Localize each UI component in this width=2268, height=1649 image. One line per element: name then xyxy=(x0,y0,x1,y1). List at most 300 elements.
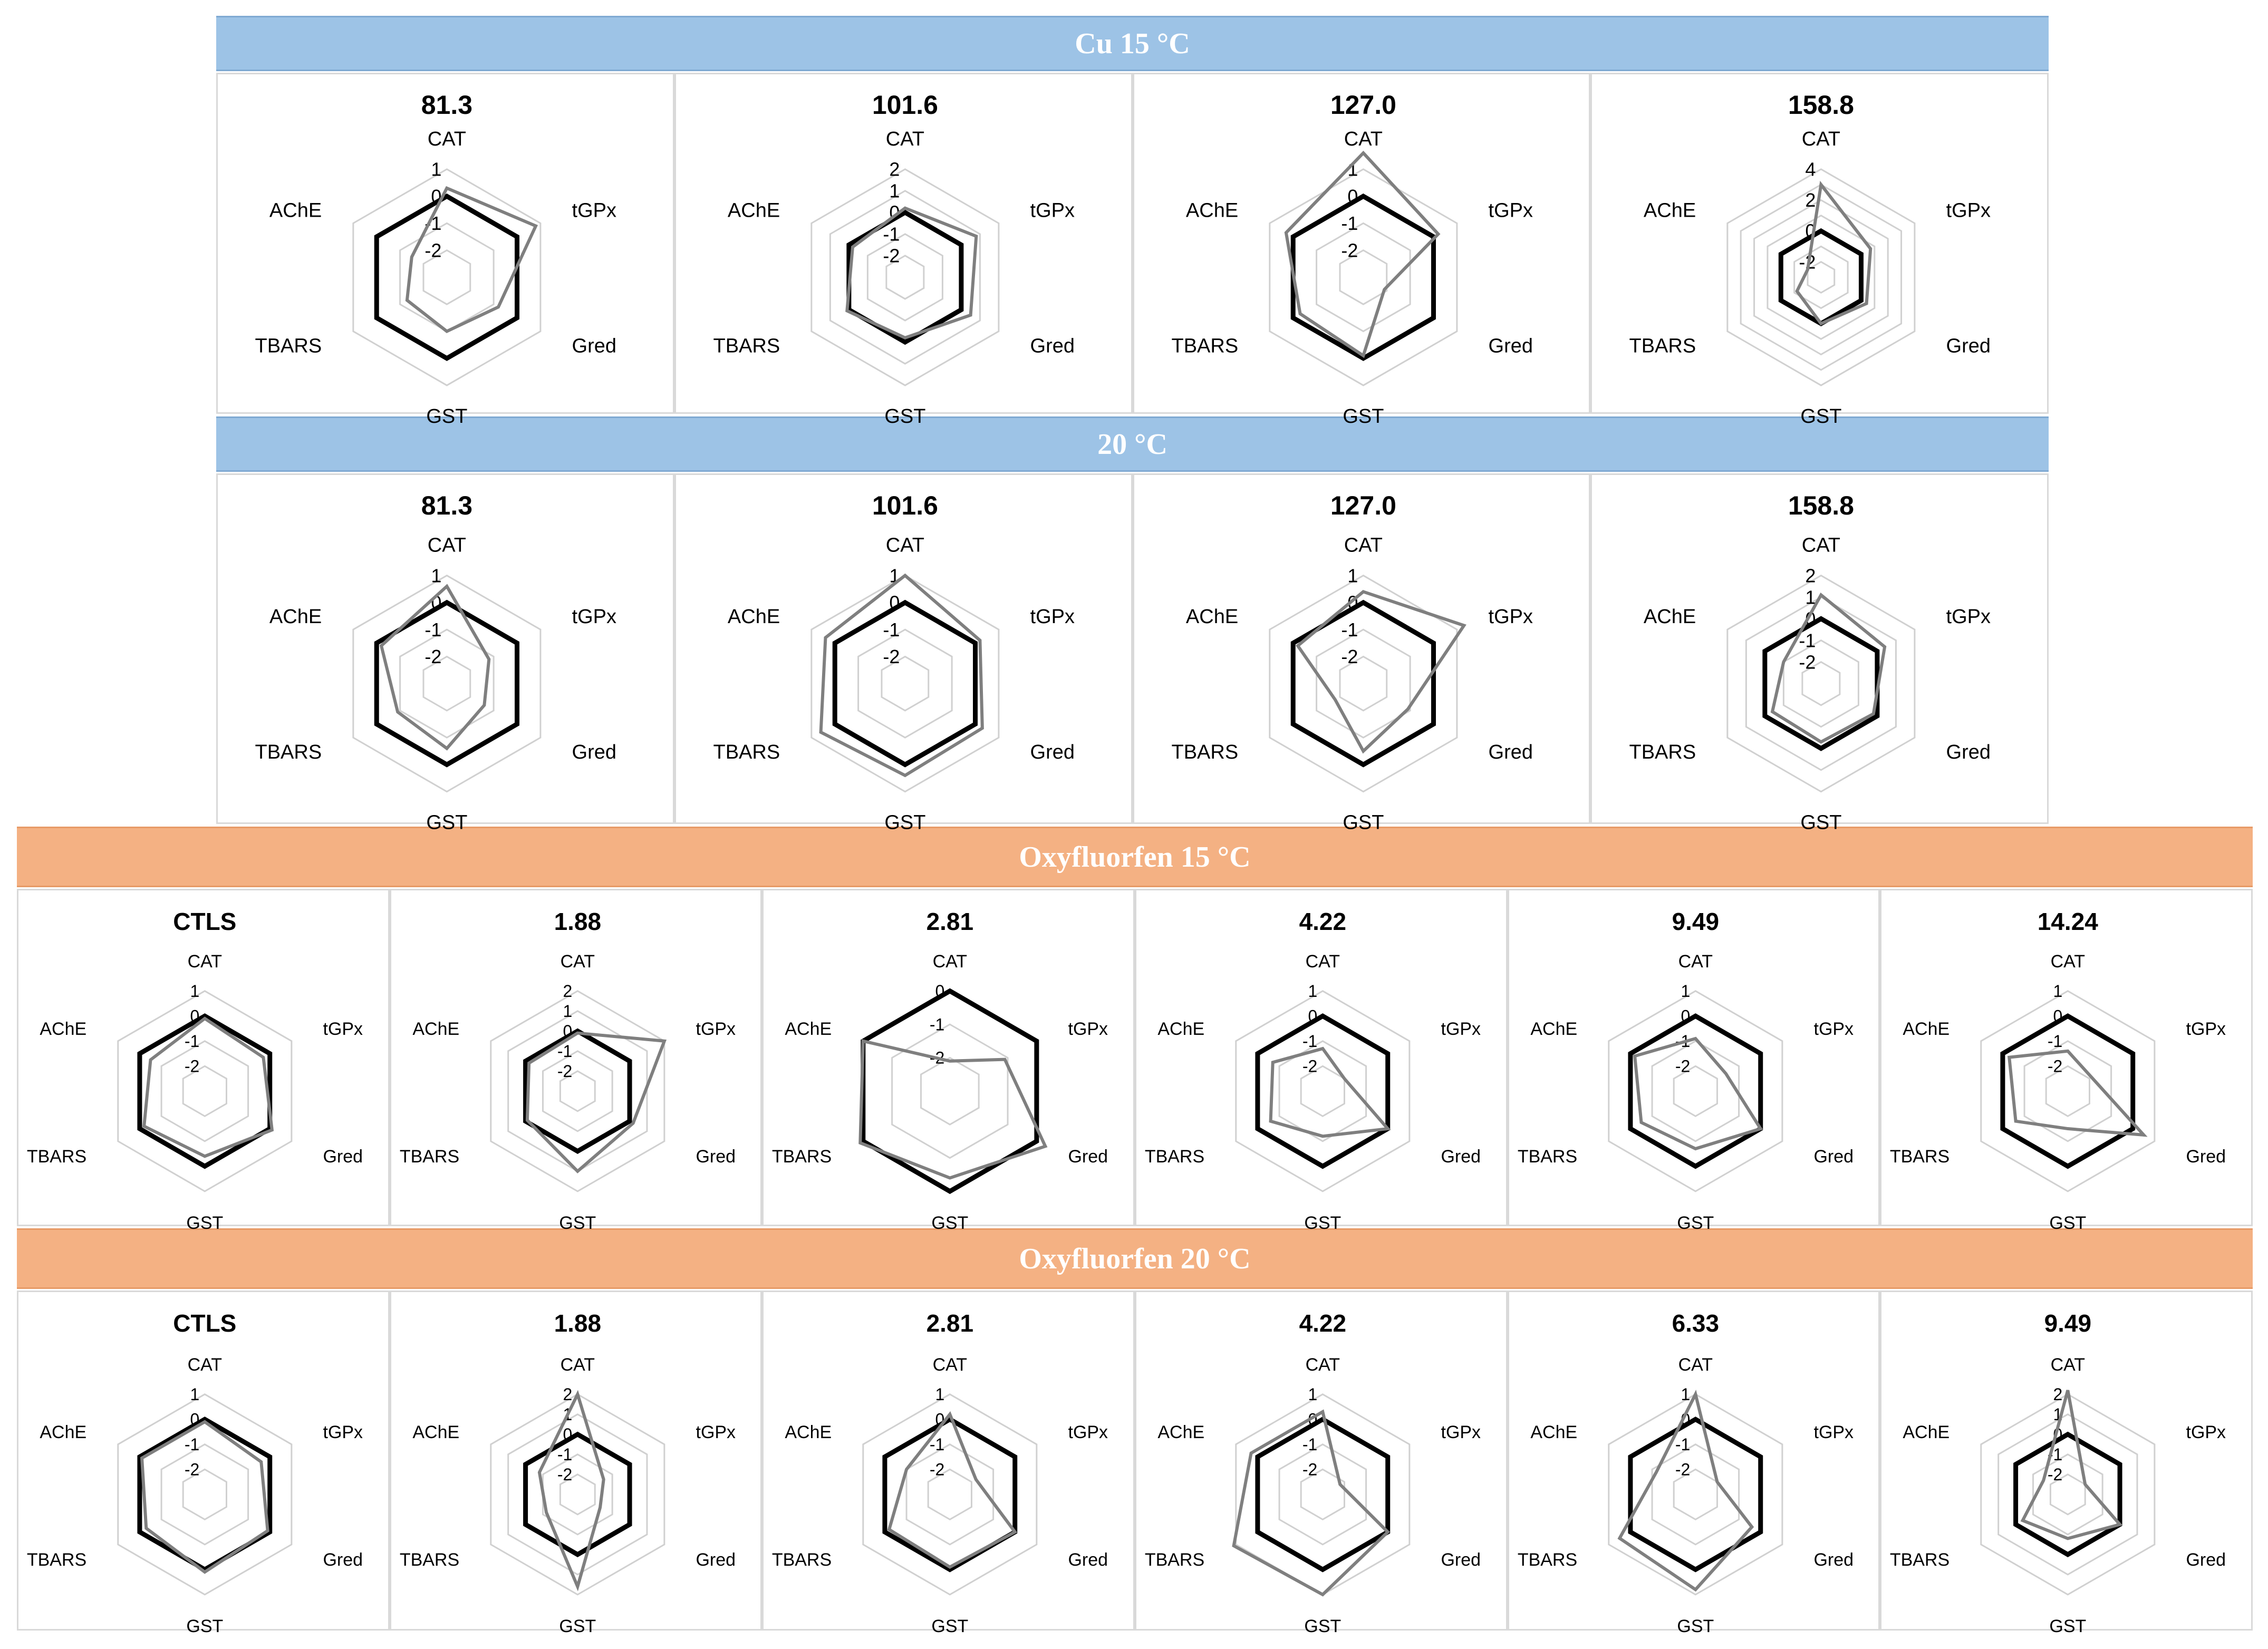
section-header-oxy-20: Oxyfluorfen 20 °C xyxy=(17,1228,2253,1289)
axis-label-gst: GST xyxy=(1800,811,1842,834)
axis-label-ache: AChE xyxy=(269,606,322,628)
axis-label-gst: GST xyxy=(884,405,926,428)
axis-label-ache: AChE xyxy=(785,1422,832,1442)
axis-label-tgpx: tGPx xyxy=(1813,1422,1854,1442)
grid-ring xyxy=(812,576,999,792)
axis-label-tbars: TBARS xyxy=(399,1549,459,1570)
tick-label: 1 xyxy=(1347,158,1358,180)
series-line-treatment xyxy=(527,1033,664,1171)
tick-label: 1 xyxy=(190,982,200,1001)
grid-ring xyxy=(490,991,664,1191)
tick-label: -1 xyxy=(1675,1032,1690,1051)
series-line-control xyxy=(525,1434,629,1555)
axis-label-cat: CAT xyxy=(427,534,466,557)
axis-label-gred: Gred xyxy=(572,741,617,764)
axis-label-tgpx: tGPx xyxy=(696,1018,736,1039)
axis-label-ache: AChE xyxy=(1185,199,1238,222)
axis-label-tgpx: tGPx xyxy=(1068,1422,1108,1442)
axis-label-cat: CAT xyxy=(560,1354,595,1375)
panel-title: 81.3 xyxy=(421,491,473,520)
axis-label-ache: AChE xyxy=(1157,1422,1205,1442)
grid-ring xyxy=(2024,1041,2111,1141)
axis-label-cat: CAT xyxy=(2050,951,2086,972)
tick-label: 1 xyxy=(2053,1404,2063,1424)
tick-label: -1 xyxy=(184,1434,200,1454)
series-line-control xyxy=(2003,1016,2133,1166)
tick-label: 1 xyxy=(2053,982,2063,1001)
axis-label-gred: Gred xyxy=(2186,1146,2226,1167)
axis-label-gst: GST xyxy=(1800,405,1842,428)
tick-label: -1 xyxy=(1799,629,1816,652)
axis-label-gred: Gred xyxy=(572,335,617,357)
grid-ring xyxy=(1608,1394,1782,1595)
tick-label: 1 xyxy=(190,1384,200,1404)
tick-label: -1 xyxy=(930,1015,945,1034)
panel-title: CTLS xyxy=(173,908,237,936)
grid-ring xyxy=(812,169,999,385)
axis-label-gred: Gred xyxy=(1946,741,1991,764)
radar-panel-4-1 xyxy=(17,1291,390,1636)
axis-label-tbars: TBARS xyxy=(1890,1549,1950,1570)
section-header-cu-20: 20 °C xyxy=(216,416,2049,472)
series-line-control xyxy=(140,1016,270,1166)
axis-label-ache: AChE xyxy=(727,606,780,628)
axis-label-tgpx: tGPx xyxy=(1441,1018,1481,1039)
tick-label: -1 xyxy=(424,212,442,235)
panel-title: 127.0 xyxy=(1330,491,1396,520)
axis-label-tgpx: tGPx xyxy=(323,1422,363,1442)
tick-label: 1 xyxy=(431,158,442,180)
axis-label-tbars: TBARS xyxy=(26,1146,87,1167)
tick-label: 0 xyxy=(431,591,442,614)
tick-label: -2 xyxy=(1799,651,1816,673)
axis-label-tbars: TBARS xyxy=(1629,335,1696,357)
axis-label-tbars: TBARS xyxy=(1517,1549,1577,1570)
axis-label-tgpx: tGPx xyxy=(1441,1422,1481,1442)
axis-label-cat: CAT xyxy=(1305,951,1340,972)
axis-label-cat: CAT xyxy=(1802,128,1841,150)
radar-panel-2-2 xyxy=(674,473,1133,834)
series-line-control xyxy=(863,991,1037,1191)
panel-title: 9.49 xyxy=(1672,908,1719,936)
tick-label: 1 xyxy=(935,1384,945,1404)
axis-label-tgpx: tGPx xyxy=(1813,1018,1854,1039)
tick-label: 0 xyxy=(1681,1410,1690,1429)
series-line-control xyxy=(1630,1419,1761,1569)
axis-label-tgpx: tGPx xyxy=(1488,199,1533,222)
axis-label-tgpx: tGPx xyxy=(696,1422,736,1442)
tick-label: -2 xyxy=(1302,1460,1318,1479)
radar-chart xyxy=(1136,890,1509,1233)
axis-label-gred: Gred xyxy=(696,1146,736,1167)
axis-label-cat: CAT xyxy=(1678,951,1713,972)
axis-label-ache: AChE xyxy=(1530,1422,1577,1442)
panel-title: 81.3 xyxy=(421,90,473,120)
radar-panel-3-5 xyxy=(1508,889,1880,1233)
grid-ring xyxy=(1236,1394,1410,1595)
tick-label: 0 xyxy=(935,982,945,1001)
axis-label-ache: AChE xyxy=(40,1018,87,1039)
axis-label-tgpx: tGPx xyxy=(572,606,617,628)
axis-label-gst: GST xyxy=(2049,1616,2087,1636)
tick-label: 1 xyxy=(1681,1384,1690,1404)
series-line-treatment xyxy=(847,208,976,338)
grid-ring xyxy=(1727,576,1915,792)
grid-ring xyxy=(161,1444,248,1545)
radar-panel-4-6 xyxy=(1880,1291,2253,1636)
tick-label: 2 xyxy=(1805,565,1816,587)
tick-label: 2 xyxy=(563,1384,572,1404)
radar-panel-4-4 xyxy=(1135,1291,1508,1636)
panel-title: 4.22 xyxy=(1299,1310,1347,1337)
radar-panel-3-1 xyxy=(17,889,390,1233)
tick-label: -2 xyxy=(184,1056,200,1076)
radar-chart xyxy=(18,890,391,1233)
tick-label: 0 xyxy=(190,1410,200,1429)
radar-panel-3-2 xyxy=(390,889,763,1233)
axis-label-ache: AChE xyxy=(269,199,322,222)
axis-label-ache: AChE xyxy=(1644,606,1696,628)
axis-label-gst: GST xyxy=(884,811,926,834)
series-line-control xyxy=(885,1419,1015,1569)
grid-ring xyxy=(1279,1444,1366,1545)
axis-label-gred: Gred xyxy=(1488,335,1533,357)
panel-title: 14.24 xyxy=(2038,908,2099,936)
axis-label-gred: Gred xyxy=(1813,1146,1854,1167)
panel-title: 101.6 xyxy=(872,491,938,520)
tick-label: -2 xyxy=(883,245,900,267)
axis-label-tgpx: tGPx xyxy=(1488,606,1533,628)
panel-title: 158.8 xyxy=(1788,491,1855,520)
tick-label: -2 xyxy=(883,646,900,668)
tick-label: 0 xyxy=(1347,591,1358,614)
radar-chart xyxy=(1134,475,1593,834)
radar-panel-3-4 xyxy=(1135,889,1508,1233)
grid-ring xyxy=(1608,991,1782,1191)
radar-panel-2-1 xyxy=(216,473,674,834)
series-line-control xyxy=(835,603,975,765)
panel-title: 127.0 xyxy=(1330,90,1396,120)
radar-chart xyxy=(1592,475,2050,834)
tick-label: 2 xyxy=(889,158,900,180)
series-line-control xyxy=(1765,619,1877,749)
axis-label-tbars: TBARS xyxy=(1144,1146,1205,1167)
axis-label-ache: AChE xyxy=(1903,1422,1950,1442)
series-line-treatment xyxy=(1635,1039,1761,1149)
axis-label-gred: Gred xyxy=(1488,741,1533,764)
series-line-control xyxy=(377,196,517,358)
axis-label-cat: CAT xyxy=(187,1354,223,1375)
axis-label-tbars: TBARS xyxy=(1629,741,1696,764)
radar-panel-4-2 xyxy=(390,1291,763,1636)
axis-label-cat: CAT xyxy=(560,951,595,972)
section-header-cu-15: Cu 15 °C xyxy=(216,16,2049,71)
grid-ring xyxy=(1236,991,1410,1191)
axis-label-ache: AChE xyxy=(1185,606,1238,628)
series-line-control xyxy=(1258,1419,1388,1569)
series-line-control xyxy=(1293,196,1433,358)
axis-label-cat: CAT xyxy=(1344,128,1383,150)
panel-title: 1.88 xyxy=(554,908,601,936)
tick-label: -2 xyxy=(184,1460,200,1479)
radar-panel-1-1 xyxy=(216,73,674,428)
axis-label-gst: GST xyxy=(559,1616,596,1636)
axis-label-gred: Gred xyxy=(323,1146,363,1167)
tick-label: -1 xyxy=(2048,1444,2063,1464)
tick-label: 0 xyxy=(889,591,900,614)
axis-label-ache: AChE xyxy=(785,1018,832,1039)
axis-label-gred: Gred xyxy=(1441,1146,1481,1167)
grid-ring xyxy=(1981,1394,2155,1595)
radar-panel-2-4 xyxy=(1590,473,2049,834)
panel-title: 4.22 xyxy=(1299,908,1347,936)
tick-label: 0 xyxy=(1681,1006,1690,1026)
grid-ring xyxy=(508,1414,646,1575)
axis-label-tbars: TBARS xyxy=(772,1549,832,1570)
axis-label-tgpx: tGPx xyxy=(572,199,617,222)
radar-chart xyxy=(1509,1292,1882,1636)
axis-label-gst: GST xyxy=(1677,1616,1714,1636)
panel-title: 6.33 xyxy=(1672,1310,1719,1337)
radar-chart xyxy=(676,475,1134,834)
panel-title: CTLS xyxy=(173,1310,237,1337)
axis-label-gred: Gred xyxy=(1068,1549,1108,1570)
axis-label-tgpx: tGPx xyxy=(323,1018,363,1039)
axis-label-gst: GST xyxy=(2049,1212,2087,1233)
axis-label-tbars: TBARS xyxy=(1890,1146,1950,1167)
panel-title: 2.81 xyxy=(926,908,974,936)
grid-ring xyxy=(1652,1041,1739,1141)
tick-label: 1 xyxy=(563,1002,572,1021)
axis-label-tbars: TBARS xyxy=(26,1549,87,1570)
tick-label: -2 xyxy=(424,646,442,668)
radar-panel-1-4 xyxy=(1590,73,2049,428)
axis-label-tbars: TBARS xyxy=(713,335,780,357)
tick-label: -2 xyxy=(557,1061,572,1081)
grid-ring xyxy=(490,1394,664,1595)
tick-label: -2 xyxy=(1799,251,1816,273)
radar-panel-4-5 xyxy=(1508,1291,1880,1636)
axis-label-tgpx: tGPx xyxy=(1946,199,1991,222)
tick-label: 1 xyxy=(1805,586,1816,608)
tick-label: -2 xyxy=(1675,1460,1690,1479)
axis-label-gst: GST xyxy=(186,1212,224,1233)
tick-label: 0 xyxy=(1805,220,1816,242)
axis-label-tbars: TBARS xyxy=(1517,1146,1577,1167)
axis-label-tbars: TBARS xyxy=(1171,741,1238,764)
axis-label-gst: GST xyxy=(559,1212,596,1233)
grid-ring xyxy=(1981,991,2155,1191)
radar-panel-3-6 xyxy=(1880,889,2253,1233)
grid-ring xyxy=(1784,641,1859,727)
panel-title: 1.88 xyxy=(554,1310,601,1337)
tick-label: 0 xyxy=(1308,1006,1318,1026)
radar-chart xyxy=(1509,890,1882,1233)
radar-chart xyxy=(676,74,1134,428)
tick-label: -1 xyxy=(1340,212,1358,235)
tick-label: -2 xyxy=(1340,239,1358,261)
tick-label: 1 xyxy=(889,565,900,587)
tick-label: -2 xyxy=(930,1460,945,1479)
axis-label-gred: Gred xyxy=(696,1549,736,1570)
axis-label-gst: GST xyxy=(426,811,468,834)
axis-label-ache: AChE xyxy=(1157,1018,1205,1039)
grid-ring xyxy=(1999,1414,2137,1575)
grid-ring xyxy=(118,991,292,1191)
radar-panel-2-3 xyxy=(1133,473,1591,834)
axis-label-cat: CAT xyxy=(932,951,968,972)
radar-chart xyxy=(764,1292,1136,1636)
tick-label: 4 xyxy=(1805,158,1816,180)
radar-panel-3-3 xyxy=(762,889,1135,1233)
axis-label-tgpx: tGPx xyxy=(2186,1422,2226,1442)
tick-label: 2 xyxy=(563,982,572,1001)
axis-label-tgpx: tGPx xyxy=(1030,606,1075,628)
tick-label: -2 xyxy=(557,1464,572,1484)
axis-label-gred: Gred xyxy=(1441,1549,1481,1570)
axis-label-gred: Gred xyxy=(1030,335,1075,357)
tick-label: 0 xyxy=(431,185,442,207)
panel-title: 101.6 xyxy=(872,90,938,120)
axis-label-gred: Gred xyxy=(1068,1146,1108,1167)
axis-label-tgpx: tGPx xyxy=(1030,199,1075,222)
radar-chart xyxy=(1136,1292,1509,1636)
tick-label: -2 xyxy=(930,1048,945,1068)
axis-label-tbars: TBARS xyxy=(713,741,780,764)
tick-label: -1 xyxy=(883,223,900,245)
section-header-oxy-15: Oxyfluorfen 15 °C xyxy=(17,827,2253,887)
axis-label-tgpx: tGPx xyxy=(1946,606,1991,628)
panel-title: 2.81 xyxy=(926,1310,974,1337)
panel-title: 9.49 xyxy=(2044,1310,2092,1337)
axis-label-gred: Gred xyxy=(1946,335,1991,357)
tick-label: 0 xyxy=(889,201,900,224)
tick-label: -2 xyxy=(2048,1464,2063,1484)
tick-label: -1 xyxy=(1340,618,1358,641)
tick-label: 1 xyxy=(563,1404,572,1424)
tick-label: -1 xyxy=(930,1434,945,1454)
grid-ring xyxy=(1741,185,1901,370)
axis-label-gst: GST xyxy=(426,405,468,428)
radar-panel-1-2 xyxy=(674,73,1133,428)
tick-label: -1 xyxy=(557,1444,572,1464)
tick-label: -1 xyxy=(1302,1434,1318,1454)
tick-label: -1 xyxy=(424,618,442,641)
axis-label-cat: CAT xyxy=(885,534,924,557)
tick-label: -2 xyxy=(1340,646,1358,668)
axis-label-ache: AChE xyxy=(1530,1018,1577,1039)
axis-label-cat: CAT xyxy=(187,951,223,972)
tick-label: -2 xyxy=(1302,1056,1318,1076)
tick-label: -1 xyxy=(1675,1434,1690,1454)
grid-ring xyxy=(867,234,942,321)
axis-label-tbars: TBARS xyxy=(255,741,322,764)
tick-label: 1 xyxy=(1347,565,1358,587)
grid-ring xyxy=(161,1041,248,1141)
tick-label: 1 xyxy=(1681,982,1690,1001)
axis-label-cat: CAT xyxy=(1678,1354,1713,1375)
axis-label-gst: GST xyxy=(1304,1212,1342,1233)
series-line-control xyxy=(1293,603,1433,765)
tick-label: 2 xyxy=(2053,1384,2063,1404)
tick-label: 2 xyxy=(1805,189,1816,211)
tick-label: 1 xyxy=(431,565,442,587)
radar-chart xyxy=(1592,74,2050,428)
axis-label-gst: GST xyxy=(1342,405,1384,428)
axis-label-gst: GST xyxy=(186,1616,224,1636)
axis-label-cat: CAT xyxy=(932,1354,968,1375)
series-line-control xyxy=(1258,1016,1388,1166)
radar-panel-4-3 xyxy=(762,1291,1135,1636)
radar-chart xyxy=(391,1292,764,1636)
axis-label-tbars: TBARS xyxy=(1171,335,1238,357)
tick-label: 0 xyxy=(190,1006,200,1026)
axis-label-gst: GST xyxy=(1677,1212,1714,1233)
tick-label: -2 xyxy=(424,239,442,261)
axis-label-ache: AChE xyxy=(40,1422,87,1442)
axis-label-tgpx: tGPx xyxy=(1068,1018,1108,1039)
tick-label: -1 xyxy=(883,618,900,641)
axis-label-gred: Gred xyxy=(323,1549,363,1570)
tick-label: -2 xyxy=(2048,1056,2063,1076)
tick-label: 0 xyxy=(563,1022,572,1041)
axis-label-tbars: TBARS xyxy=(772,1146,832,1167)
series-line-control xyxy=(2016,1434,2120,1555)
tick-label: 1 xyxy=(1308,1384,1318,1404)
axis-label-ache: AChE xyxy=(727,199,780,222)
grid-ring xyxy=(1746,597,1896,770)
series-line-control xyxy=(140,1419,270,1569)
axis-label-gst: GST xyxy=(931,1616,969,1636)
radar-chart xyxy=(218,74,676,428)
tick-label: -2 xyxy=(1675,1056,1690,1076)
radar-chart xyxy=(218,475,676,834)
tick-label: -1 xyxy=(1302,1032,1318,1051)
axis-label-ache: AChE xyxy=(1644,199,1696,222)
axis-label-gst: GST xyxy=(931,1212,969,1233)
radar-chart xyxy=(1881,890,2254,1233)
grid-ring xyxy=(863,1394,1037,1595)
tick-label: 0 xyxy=(1308,1410,1318,1429)
axis-label-cat: CAT xyxy=(2050,1354,2086,1375)
radar-chart xyxy=(391,890,764,1233)
grid-ring xyxy=(906,1444,993,1545)
radar-chart xyxy=(1881,1292,2254,1636)
radar-chart xyxy=(764,890,1136,1233)
axis-label-tbars: TBARS xyxy=(1144,1549,1205,1570)
axis-label-gred: Gred xyxy=(1030,741,1075,764)
radar-chart xyxy=(18,1292,391,1636)
axis-label-cat: CAT xyxy=(885,128,924,150)
axis-label-cat: CAT xyxy=(1344,534,1383,557)
axis-label-cat: CAT xyxy=(1305,1354,1340,1375)
grid-ring xyxy=(858,629,952,738)
radar-chart xyxy=(1134,74,1593,428)
grid-ring xyxy=(353,576,541,792)
axis-label-ache: AChE xyxy=(412,1422,459,1442)
grid-ring xyxy=(1269,576,1456,792)
tick-label: 0 xyxy=(2053,1006,2063,1026)
tick-label: -1 xyxy=(184,1032,200,1051)
grid-ring xyxy=(921,1058,979,1124)
tick-label: -1 xyxy=(2048,1032,2063,1051)
axis-label-gst: GST xyxy=(1304,1616,1342,1636)
series-line-control xyxy=(377,603,517,765)
tick-label: 0 xyxy=(563,1424,572,1444)
axis-label-ache: AChE xyxy=(1903,1018,1950,1039)
axis-label-tbars: TBARS xyxy=(399,1146,459,1167)
axis-label-ache: AChE xyxy=(412,1018,459,1039)
